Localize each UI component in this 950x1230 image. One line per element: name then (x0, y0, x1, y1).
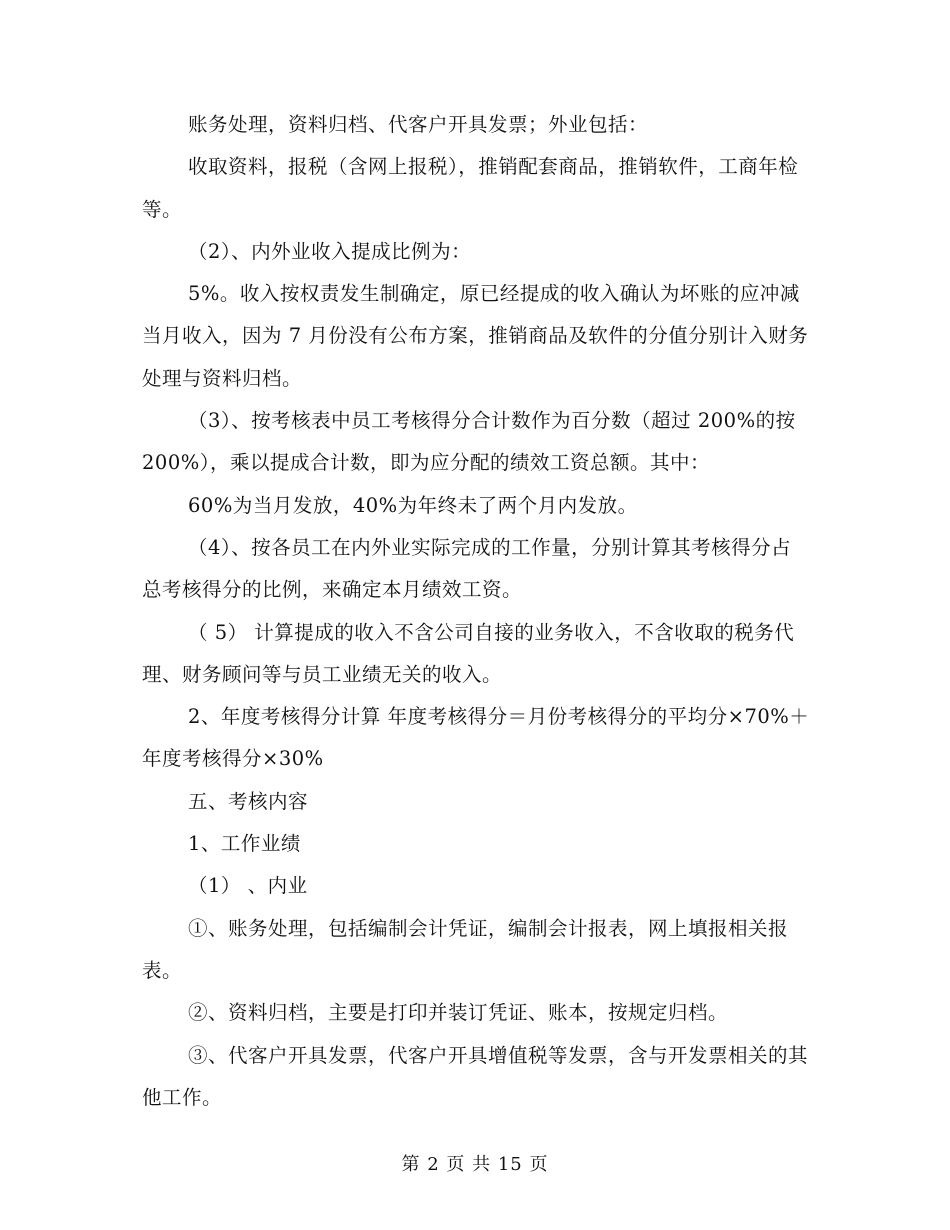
paragraph-2: 收取资料，报税（含网上报税），推销配套商品，推销软件，工商年检等。 (142, 155, 799, 221)
paragraph-7: （4）、按各员工在内外业实际完成的工作量，分别计算其考核得分占总考核得分的比例，来确定本月绩效工资。 (142, 535, 792, 602)
list-item-2: ②、资料归档，主要是打印并装订凭证、账本，按规定归档。 (188, 1001, 729, 1025)
list-item-3: ③、代客户开具发票，代客户开具增值税等发票，含与开发票相关的其他工作。 (142, 1043, 809, 1109)
paragraph-1: 账务处理，资料归档、代客户开具发票；外业包括： (188, 113, 649, 136)
list-item-1: ①、账务处理，包括编制会计凭证，编制会计报表，网上填报相关报表。 (142, 916, 789, 982)
subsection-heading-1: 1、工作业绩 (188, 832, 301, 856)
section-heading-5: 五、考核内容 (188, 789, 309, 813)
paragraph-6: 60%为当月发放，40%为年终未了两个月内发放。 (188, 493, 638, 517)
document-body (142, 104, 810, 1119)
paragraph-5: （3）、按考核表中员工考核得分合计数作为百分数（超过 200%的按 200%），乘以提成合计数，即为应分配的绩效工资总额。其中： (142, 409, 803, 475)
paragraph-3: （2）、内外业收入提成比例为： (188, 239, 472, 263)
paragraph-9: 2、年度考核得分计算 年度考核得分＝月份考核得分的平均分×70%＋年度考核得分×30% (142, 705, 810, 771)
paragraph-8: （ 5） 计算提成的收入不含公司自接的业务收入，不含收取的税务代理、财务顾问等与员工业绩无关的收入。 (142, 620, 795, 686)
paragraph-4: 5%。收入按权责发生制确定，原已经提成的收入确认为坏账的应冲减当月收入，因为 7 月份没有公布方案，推销商品及软件的分值分别计入财务处理与资料归档。 (142, 282, 809, 390)
subsection-heading-1-1: （1） 、内业 (188, 874, 308, 898)
page-number-footer: 第 2 页 共 15 页 (401, 1154, 549, 1175)
